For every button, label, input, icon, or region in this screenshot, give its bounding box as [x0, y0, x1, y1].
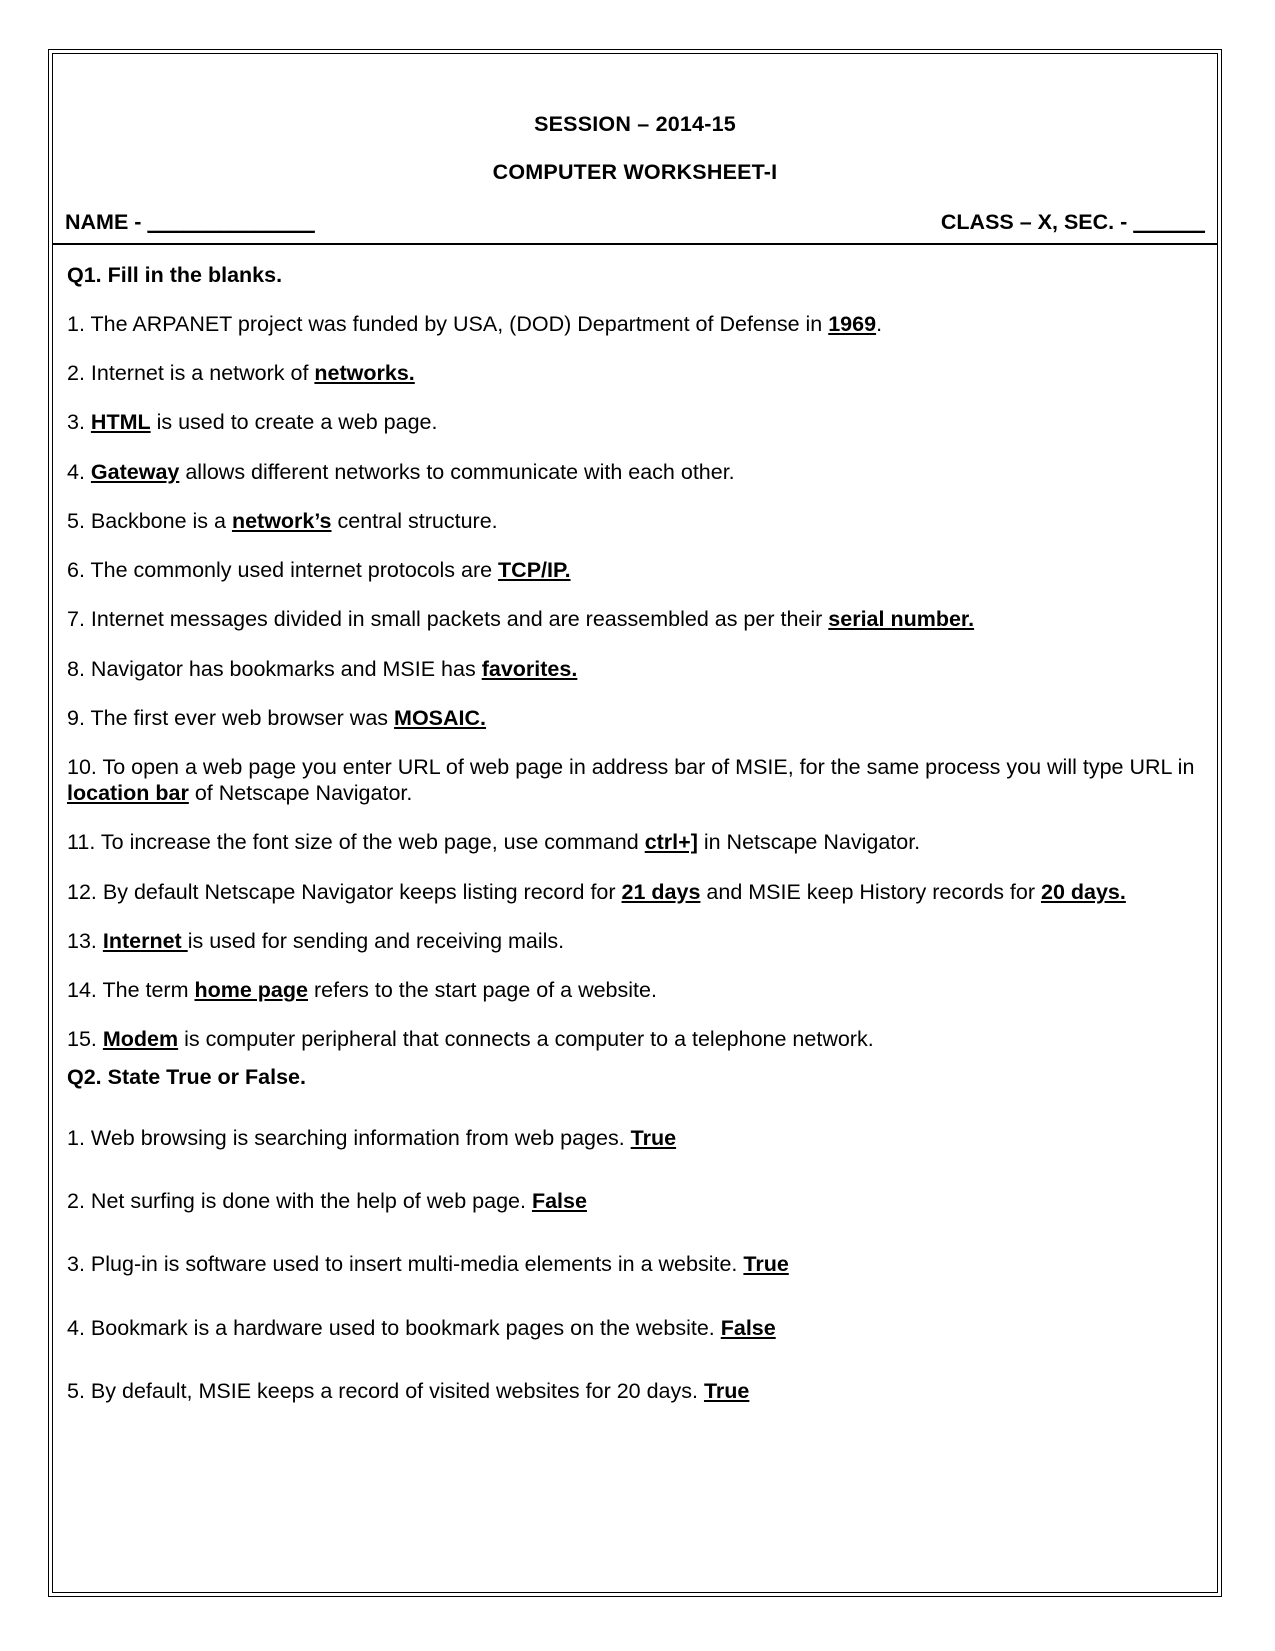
item-answer: 21 days — [621, 879, 701, 904]
item-answer: networks. — [314, 361, 415, 386]
class-label: CLASS – X, SEC. - — [940, 210, 1134, 234]
item-answer: True — [630, 1125, 677, 1150]
name-label: NAME - — [65, 210, 148, 234]
item-text-before: Internet messages divided in small packets and are reassembled as per their — [90, 607, 829, 632]
item-answer: ctrl+] — [644, 830, 698, 855]
q1-heading: Q1. Fill in the blanks. — [67, 262, 283, 287]
item-text-before: The ARPANET project was funded by USA, (DOD) Department of Defense in — [90, 312, 829, 336]
q1-item-5 — [67, 508, 1203, 534]
item-answer: serial number. — [828, 607, 975, 632]
item-number: 5. — [67, 508, 85, 533]
item-number: 14. — [67, 978, 97, 1003]
q2-item-4 — [67, 1315, 1203, 1341]
item-number: 4. — [67, 1315, 85, 1340]
item-text-after: refers to the start page of a website. — [307, 978, 657, 1003]
item-text-before: The first ever web browser was — [90, 705, 395, 730]
item-number: 5. — [67, 1378, 85, 1403]
q2-heading: Q2. State True or False. — [67, 1064, 306, 1089]
q1-item-1 — [67, 311, 1203, 337]
page-border-outer — [48, 49, 1222, 1597]
item-answer: True — [703, 1378, 750, 1403]
worksheet-body — [53, 245, 1217, 1404]
item-number: 4. — [67, 459, 85, 484]
item-answer: False — [720, 1315, 776, 1340]
item-text-before: Net surfing is done with the help of web page. — [90, 1189, 532, 1214]
item-number: 1. — [67, 312, 85, 336]
item-number: 9. — [67, 705, 85, 730]
name-blank[interactable]: ______________ — [147, 210, 315, 234]
item-text-before: To increase the font size of the web page, use command — [100, 830, 645, 855]
session-title: SESSION – 2014-15 — [534, 112, 736, 136]
item-text-before: Plug-in is software used to insert multi-media elements in a website. — [90, 1252, 744, 1277]
item-number: 7. — [67, 607, 85, 632]
item-number: 2. — [67, 361, 85, 386]
item-number: 13. — [67, 928, 97, 953]
q1-item-4 — [67, 459, 1203, 485]
q1-item-12 — [67, 879, 1203, 905]
q1-item-13 — [67, 928, 1203, 954]
q1-item-9 — [67, 705, 1203, 731]
worksheet-header — [53, 114, 1217, 245]
q1-item-10 — [67, 754, 1203, 806]
q2-item-2 — [67, 1188, 1203, 1214]
item-answer: home page — [194, 978, 308, 1003]
item-number: 6. — [67, 558, 85, 583]
q2-item-1 — [67, 1125, 1203, 1151]
item-text-before: The commonly used internet protocols are — [90, 558, 499, 583]
item-text-before: By default Netscape Navigator keeps listing record for — [102, 879, 622, 904]
q1-item-7 — [67, 606, 1203, 632]
item-answer: HTML — [90, 410, 151, 435]
item-text-before: By default, MSIE keeps a record of visited websites for 20 days. — [90, 1378, 704, 1403]
item-answer: TCP/IP. — [498, 558, 571, 583]
item-text-after: . — [876, 312, 883, 336]
item-answer: False — [531, 1189, 587, 1214]
item-answer-secondary: 20 days. — [1040, 879, 1126, 904]
item-number: 15. — [67, 1027, 97, 1052]
item-text-after: is used to create a web page. — [150, 410, 438, 435]
item-number: 12. — [67, 879, 97, 904]
item-number: 11. — [67, 830, 96, 855]
item-text-before: Web browsing is searching information from web pages. — [90, 1125, 631, 1150]
item-text-mid: and MSIE keep History records for — [700, 879, 1041, 904]
q2-item-5 — [67, 1378, 1203, 1404]
item-text-before: Backbone is a — [90, 508, 232, 533]
q1-item-2 — [67, 360, 1203, 386]
name-class-row — [53, 211, 1217, 243]
item-text-after: of Netscape Navigator. — [188, 781, 413, 806]
item-text-after: allows different networks to communicate with each other. — [179, 459, 735, 484]
q1-item-11 — [67, 829, 1203, 855]
worksheet-title: COMPUTER WORKSHEET-I — [492, 159, 778, 184]
q1-item-3 — [67, 409, 1203, 435]
page-border-inner — [52, 53, 1218, 1593]
q2-item-3 — [67, 1251, 1203, 1277]
item-text-before: Bookmark is a hardware used to bookmark pages on the website. — [90, 1315, 721, 1340]
item-number: 2. — [67, 1189, 85, 1214]
item-answer: network’s — [231, 508, 332, 533]
item-answer: 1969 — [828, 312, 877, 336]
item-answer: MOSAIC. — [394, 705, 487, 730]
item-text-before: Internet is a network of — [90, 361, 315, 386]
q1-item-8 — [67, 656, 1203, 682]
item-answer: True — [743, 1252, 789, 1277]
item-answer: Modem — [102, 1027, 179, 1052]
q1-item-14 — [67, 977, 1203, 1003]
class-blank[interactable]: ______ — [1133, 210, 1205, 234]
item-answer: Internet — [102, 928, 188, 953]
item-answer: location bar — [67, 781, 189, 806]
item-text-before: Navigator has bookmarks and MSIE has — [90, 656, 482, 681]
item-text-after: is used for sending and receiving mails. — [187, 928, 565, 953]
item-answer: favorites. — [481, 656, 578, 681]
item-text-before: To open a web page you enter URL of web page in address bar of MSIE, for the same process you will type URL in — [102, 754, 1195, 779]
q1-item-15 — [67, 1026, 1203, 1052]
item-text-after: is computer peripheral that connects a computer to a telephone network. — [178, 1027, 874, 1052]
item-text-after: central structure. — [331, 508, 498, 533]
q1-item-6 — [67, 557, 1203, 583]
item-number: 8. — [67, 656, 85, 681]
name-field-group[interactable] — [65, 211, 315, 235]
item-number: 1. — [67, 1125, 85, 1150]
item-text-after: in Netscape Navigator. — [697, 830, 921, 855]
class-field-group[interactable] — [941, 211, 1205, 235]
item-text-before: The term — [102, 978, 195, 1003]
item-answer: Gateway — [90, 459, 180, 484]
item-number: 3. — [67, 410, 85, 435]
item-number: 10. — [67, 754, 97, 779]
item-number: 3. — [67, 1252, 85, 1277]
